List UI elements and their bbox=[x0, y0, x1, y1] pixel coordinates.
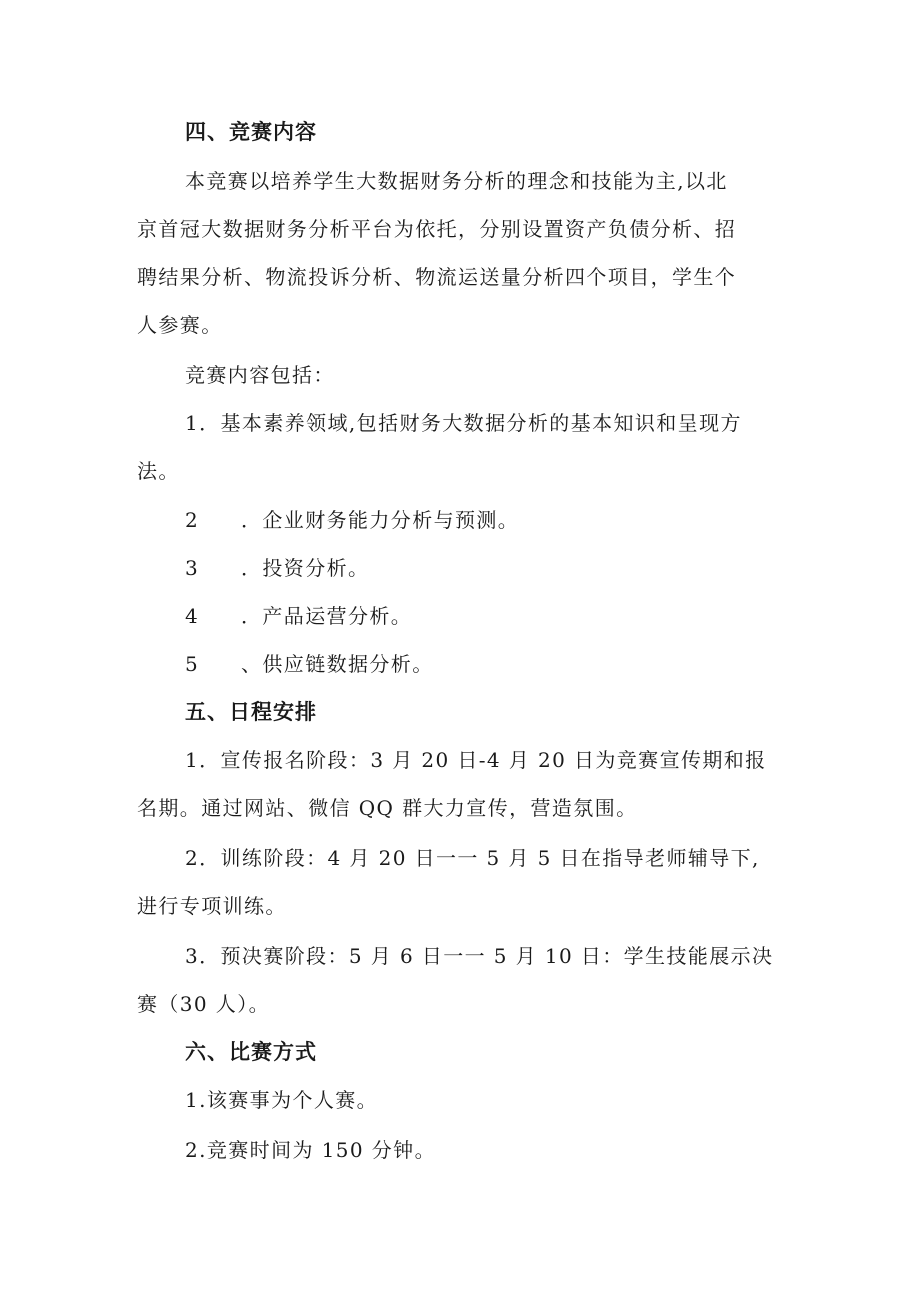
paragraph-line: 3．预决赛阶段：5 月 6 日一一 5 月 10 日：学生技能展示决 bbox=[185, 944, 774, 968]
paragraph-line: 聘结果分析、物流投诉分析、物流运送量分析四个项目，学生个 bbox=[137, 265, 737, 289]
list-item-line: 法。 bbox=[137, 459, 180, 483]
list-item-number: 3 bbox=[185, 556, 200, 580]
paragraph-line: 2．训练阶段：4 月 20 日一一 5 月 5 日在指导老师辅导下, bbox=[185, 846, 760, 870]
list-item-text: 、供应链数据分析。 bbox=[241, 652, 434, 676]
list-item-text: ．产品运营分析。 bbox=[241, 604, 413, 628]
list-item bbox=[185, 649, 434, 679]
list-item bbox=[185, 553, 369, 583]
paragraph-line: 赛（30 人）。 bbox=[137, 992, 271, 1016]
list-item-number: 2 bbox=[185, 508, 200, 532]
paragraph-line: 1.该赛事为个人赛。 bbox=[185, 1088, 379, 1112]
list-item-text: ．企业财务能力分析与预测。 bbox=[241, 508, 520, 532]
paragraph-line: 本竞赛以培养学生大数据财务分析的理念和技能为主,以北 bbox=[185, 169, 728, 193]
section-heading-competition-format: 六、比赛方式 bbox=[185, 1040, 317, 1064]
paragraph-line: 2.竞赛时间为 150 分钟。 bbox=[185, 1138, 436, 1162]
section-heading-schedule: 五、日程安排 bbox=[185, 700, 317, 724]
paragraph-line: 京首冠大数据财务分析平台为依托，分别设置资产负债分析、招 bbox=[137, 217, 737, 241]
list-item-line: 1．基本素养领域,包括财务大数据分析的基本知识和呈现方 bbox=[185, 411, 742, 435]
paragraph-line: 人参赛。 bbox=[137, 313, 223, 337]
list-item-number: 4 bbox=[185, 604, 200, 628]
list-item bbox=[185, 505, 519, 535]
list-item bbox=[185, 601, 412, 631]
list-item-text: ．投资分析。 bbox=[241, 556, 370, 580]
paragraph-line: 进行专项训练。 bbox=[137, 894, 287, 918]
list-item-number: 5 bbox=[185, 652, 200, 676]
paragraph-line: 名期。通过网站、微信 QQ 群大力宣传，营造氛围。 bbox=[137, 796, 638, 820]
paragraph-line: 1．宣传报名阶段：3 月 20 日-4 月 20 日为竞赛宣传期和报 bbox=[185, 748, 767, 772]
section-heading-competition-content: 四、竞赛内容 bbox=[185, 120, 317, 144]
content-list-label: 竞赛内容包括： bbox=[185, 363, 335, 387]
